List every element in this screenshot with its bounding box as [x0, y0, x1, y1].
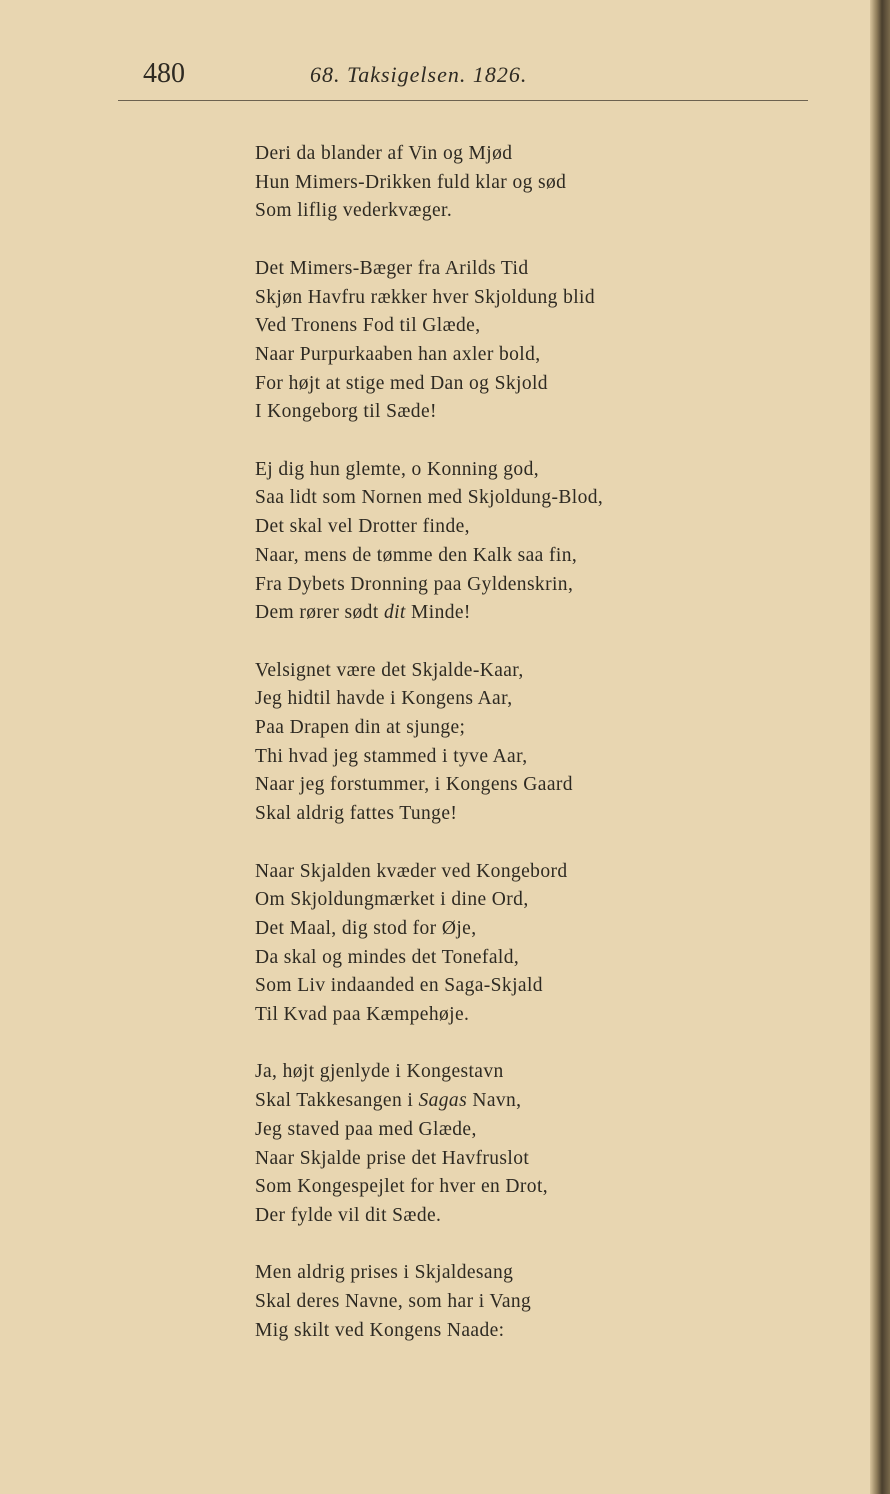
stanza: [255, 657, 603, 829]
verse-line: Skal deres Navne, som har i Vang: [255, 1291, 532, 1313]
stanza: [255, 1058, 603, 1230]
verse-line: Ja, højt gjenlyde i Kongestavn: [255, 1061, 504, 1083]
verse-line: Deri da blander af Vin og Mjød: [255, 143, 513, 164]
page-edge: [870, 0, 890, 1494]
verse-line: Paa Drapen din at sjunge;: [255, 717, 466, 739]
stanza: [255, 140, 603, 226]
emphasis: Sagas: [418, 1090, 468, 1112]
verse-line: Naar, mens de tømme den Kalk saa fin,: [255, 544, 578, 566]
verse-line: Som Liv indaanded en Saga-Skjald: [255, 975, 543, 997]
verse-line: [255, 599, 603, 628]
verse-line: Til Kvad paa Kæmpehøje.: [255, 1004, 470, 1026]
verse-line: Det skal vel Drotter finde,: [255, 516, 470, 538]
running-title: 68. Taksigelsen. 1826.: [310, 62, 528, 87]
verse-line: Velsignet være det Skjalde-Kaar,: [255, 659, 524, 681]
text: Dem rører sødt: [255, 602, 384, 624]
verse-line: Da skal og mindes det Tonefald,: [255, 946, 520, 968]
verse-line: I Kongeborg til Sæde!: [255, 401, 437, 423]
stanza: [255, 1259, 603, 1345]
verse-line: Naar Skjalden kvæder ved Kongebord: [255, 860, 568, 882]
header-rule: [118, 100, 808, 101]
verse-line: Som Kongespejlet for hver en Drot,: [255, 1176, 549, 1198]
stanza: [255, 858, 603, 1030]
verse-line: Naar jeg forstummer, i Kongens Gaard: [255, 774, 573, 796]
poem: [255, 140, 603, 1374]
emphasis: dit: [383, 602, 406, 624]
text: Skal Takkesangen i: [255, 1090, 419, 1112]
stanza: [255, 255, 603, 427]
verse-line: Naar Skjalde prise det Havfruslot: [255, 1147, 530, 1169]
verse-line: Det Maal, dig stod for Øje,: [255, 917, 477, 939]
verse-line: Ved Tronens Fod til Glæde,: [255, 315, 481, 337]
text: Navn,: [467, 1090, 522, 1112]
page-number: 480: [143, 58, 185, 89]
verse-line: [255, 1087, 603, 1116]
verse-line: Ej dig hun glemte, o Konning god,: [255, 458, 540, 480]
verse-line: Fra Dybets Dronning paa Gyldenskrin,: [255, 573, 574, 595]
verse-line: Saa lidt som Nornen med Skjoldung-Blod,: [255, 487, 604, 509]
verse-line: Hun Mimers-Drikken fuld klar og sød: [255, 171, 567, 193]
verse-line: For højt at stige med Dan og Skjold: [255, 372, 548, 394]
verse-line: Men aldrig prises i Skjaldesang: [255, 1262, 514, 1284]
stanza: [255, 456, 603, 628]
verse-line: Skal aldrig fattes Tunge!: [255, 803, 458, 825]
verse-line: Thi hvad jeg stammed i tyve Aar,: [255, 745, 528, 767]
verse-line: Jeg staved paa med Glæde,: [255, 1118, 477, 1140]
verse-line: Mig skilt ved Kongens Naade:: [255, 1319, 505, 1341]
verse-line: Om Skjoldungmærket i dine Ord,: [255, 889, 529, 911]
text: Minde!: [405, 602, 471, 624]
verse-line: Det Mimers-Bæger fra Arilds Tid: [255, 257, 529, 279]
verse-line: Der fylde vil dit Sæde.: [255, 1204, 442, 1226]
verse-line: Naar Purpurkaaben han axler bold,: [255, 343, 541, 365]
verse-line: Som liflig vederkvæger.: [255, 200, 453, 222]
verse-line: Skjøn Havfru rækker hver Skjoldung blid: [255, 286, 596, 308]
verse-line: Jeg hidtil havde i Kongens Aar,: [255, 688, 513, 710]
